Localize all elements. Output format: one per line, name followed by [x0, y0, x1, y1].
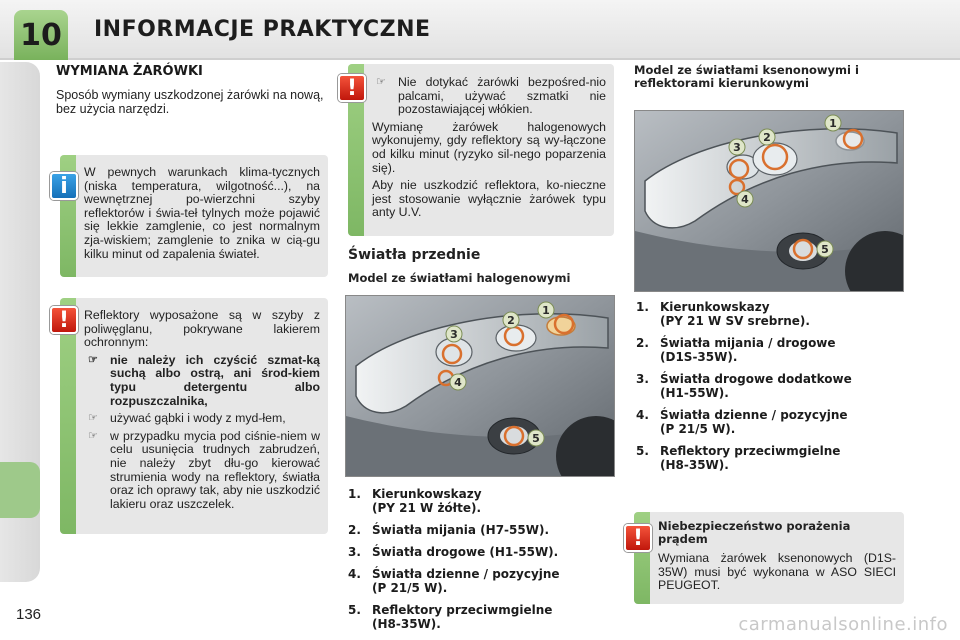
- xenon-bulb-list: [636, 300, 906, 480]
- chapter-side-marker: [0, 462, 40, 518]
- xenon-headlight-photo: [634, 110, 904, 292]
- list-item: 3. Światła drogowe (H1-55W).: [348, 545, 559, 559]
- bulb-handling-warning-note: [348, 64, 614, 236]
- halogen-bulb-list: [348, 487, 608, 639]
- hand-pointer-icon: ☞: [88, 353, 98, 366]
- list-item: 1. Kierunkowskazy (PY 21 W żółte).: [348, 487, 482, 515]
- callout-5: 5: [821, 243, 829, 256]
- info-note: [60, 155, 328, 277]
- callout-3: 3: [733, 141, 741, 154]
- danger-note-title: Niebezpieczeństwo porażenia prądem: [658, 519, 851, 546]
- warning-icon: !: [50, 306, 78, 334]
- list-item: 5. Reflektory przeciwmgielne (H8-35W).: [348, 603, 553, 631]
- info-icon: i: [50, 172, 78, 200]
- danger-note-text: Wymiana żarówek ksenonowych (D1S-35W) musi być wykonana w ASO SIECI PEUGEOT.: [658, 551, 896, 593]
- page-number: 136: [16, 606, 42, 623]
- section-intro: Sposób wymiany uszkodzonej żarówki na nową, bez użycia narzędzi.: [56, 88, 324, 116]
- front-lights-heading: Światła przednie: [348, 247, 481, 263]
- callout-4: 4: [454, 376, 462, 389]
- xenon-headlight-illustration: [635, 111, 904, 292]
- list-item: 2. Światła mijania (H7-55W).: [348, 523, 549, 537]
- hand-pointer-icon: ☞: [88, 429, 98, 442]
- list-item: 5. Reflektory przeciwmgielne (H8-35W).: [636, 444, 841, 472]
- section-title: WYMIANA ŻARÓWKI: [56, 64, 203, 79]
- list-item: 3. Światła drogowe dodatkowe (H1-55W).: [636, 372, 852, 400]
- list-item: ☞ w przypadku mycia pod ciśnie-niem w celu usunięcia trudnych zabrudzeń, nie należy zbyt dłu-go kierować strumienia wody na reflektory, światła oraz ich oprawy tak, aby nie uszkodzić lakieru oraz uszczelek.: [88, 428, 320, 511]
- hand-pointer-icon: ☞: [88, 412, 98, 425]
- list-item: 1. Kierunkowskazy (PY 21 W SV srebrne).: [636, 300, 810, 328]
- callout-1: 1: [829, 117, 837, 130]
- page-title: INFORMACJE PRAKTYCZNE: [94, 17, 431, 42]
- list-item: 4. Światła dzienne / pozycyjne (P 21/5 W).: [348, 567, 560, 595]
- list-item: 2. Światła mijania / drogowe (D1S-35W).: [636, 336, 836, 364]
- callout-2: 2: [763, 131, 771, 144]
- halogen-heading: Model ze światłami halogenowymi: [348, 271, 571, 285]
- info-note-text: W pewnych warunkach klima-tycznych (niska temperatura, wilgotność...), na wewnętrznej po-wierzchni szyby reflektorów i świa-teł tylnych może pojawić się lekkie zamglenie, co jest normalnym zja-wiskiem; zamglenie to znika w cią-gu kilku minut od zapalenia świateł.: [84, 165, 320, 261]
- bulb-warning-paragraph-2: Aby nie uszkodzić reflektora, ko-nieczne jest stosowanie wyłącznie żarówek typu anty U.V.: [372, 178, 606, 220]
- warning-icon: !: [338, 74, 366, 102]
- polycarbonate-warning-list: [84, 354, 320, 512]
- callout-5: 5: [532, 432, 540, 445]
- callout-1: 1: [542, 304, 550, 317]
- electric-shock-danger-note: [634, 512, 904, 604]
- halogen-headlight-photo: [345, 295, 615, 477]
- watermark: carmanualsonline.info: [738, 614, 948, 635]
- list-item: ☞ nie należy ich czyścić szmat-ką suchą albo ostrą, ani środ-kiem typu detergentu albo rozpuszczalnika,: [88, 352, 320, 408]
- callout-3: 3: [450, 328, 458, 341]
- polycarbonate-warning-note: [60, 298, 328, 534]
- list-item: ☞ Nie dotykać żarówki bezpośred-nio palcami, używać szmatki nie pozostawiającej włókien.: [376, 75, 606, 117]
- xenon-heading: Model ze światłami ksenonowymi i reflektorami kierunkowymi: [634, 63, 859, 90]
- polycarbonate-warning-intro: Reflektory wyposażone są w szyby z poliwęglanu, pokrywane lakierem ochronnym:: [84, 308, 320, 350]
- chapter-number: 10: [20, 17, 62, 53]
- hand-pointer-icon: ☞: [376, 76, 386, 88]
- chapter-tab: [14, 10, 68, 60]
- halogen-headlight-illustration: [346, 296, 615, 477]
- callout-2: 2: [507, 314, 515, 327]
- list-item: ☞ używać gąbki i wody z myd-łem,: [88, 411, 286, 426]
- list-item: 4. Światła dzienne / pozycyjne (P 21/5 W).: [636, 408, 848, 436]
- warning-icon: !: [624, 524, 652, 552]
- callout-4: 4: [741, 193, 749, 206]
- bulb-warning-paragraph-1: Wymianę żarówek halogenowych wykonujemy, gdy reflektory są wy-łączone od kilku minut (ryzyko sil-nego poparzenia się).: [372, 119, 606, 175]
